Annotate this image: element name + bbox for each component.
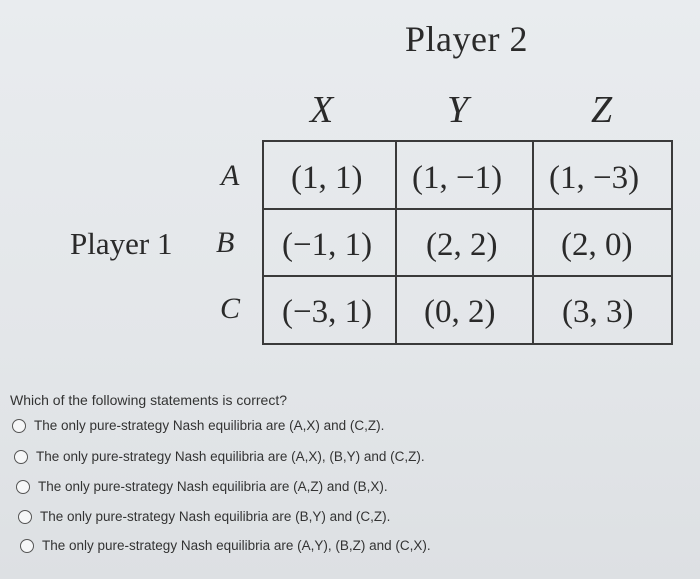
column-header-z: Z xyxy=(591,89,613,131)
payoff-cell-c-x: (−3, 1) xyxy=(282,294,373,330)
radio-button[interactable] xyxy=(16,480,30,494)
grid-divider xyxy=(532,142,534,343)
player2-label: Player 2 xyxy=(405,19,528,59)
answer-option-label: The only pure-strategy Nash equilibria are (B,Y) and (C,Z). xyxy=(40,509,391,524)
answer-option-4[interactable] xyxy=(18,509,390,524)
column-header-y: Y xyxy=(447,89,469,131)
radio-button[interactable] xyxy=(18,510,32,524)
grid-divider xyxy=(264,208,671,210)
radio-button[interactable] xyxy=(12,419,26,433)
answer-option-label: The only pure-strategy Nash equilibria are (A,Z) and (B,X). xyxy=(38,479,388,494)
answer-option-5[interactable] xyxy=(20,538,431,553)
answer-option-label: The only pure-strategy Nash equilibria are (A,Y), (B,Z) and (C,X). xyxy=(42,538,431,553)
column-header-x: X xyxy=(310,89,334,131)
radio-button[interactable] xyxy=(20,539,34,553)
row-header-c: C xyxy=(220,292,241,325)
payoff-cell-b-z: (2, 0) xyxy=(561,227,633,263)
payoff-cell-a-z: (1, −3) xyxy=(549,160,640,196)
payoff-cell-c-z: (3, 3) xyxy=(562,294,634,330)
radio-button[interactable] xyxy=(14,450,28,464)
answer-option-label: The only pure-strategy Nash equilibria are (A,X) and (C,Z). xyxy=(34,418,385,433)
payoff-cell-b-x: (−1, 1) xyxy=(282,227,373,263)
row-header-b: B xyxy=(216,226,235,259)
answer-option-3[interactable] xyxy=(16,479,388,494)
answer-option-label: The only pure-strategy Nash equilibria are (A,X), (B,Y) and (C,Z). xyxy=(36,449,425,464)
grid-divider xyxy=(395,142,397,343)
payoff-cell-c-y: (0, 2) xyxy=(424,294,496,330)
row-header-a: A xyxy=(221,159,240,192)
question-text: Which of the following statements is correct? xyxy=(10,392,288,408)
grid-divider xyxy=(264,275,671,277)
payoff-cell-a-x: (1, 1) xyxy=(291,160,363,196)
payoff-cell-b-y: (2, 2) xyxy=(426,227,498,263)
payoff-matrix xyxy=(262,140,673,345)
answer-option-2[interactable] xyxy=(14,449,425,464)
payoff-cell-a-y: (1, −1) xyxy=(412,160,503,196)
player1-label: Player 1 xyxy=(70,226,173,261)
answer-option-1[interactable] xyxy=(12,418,384,433)
